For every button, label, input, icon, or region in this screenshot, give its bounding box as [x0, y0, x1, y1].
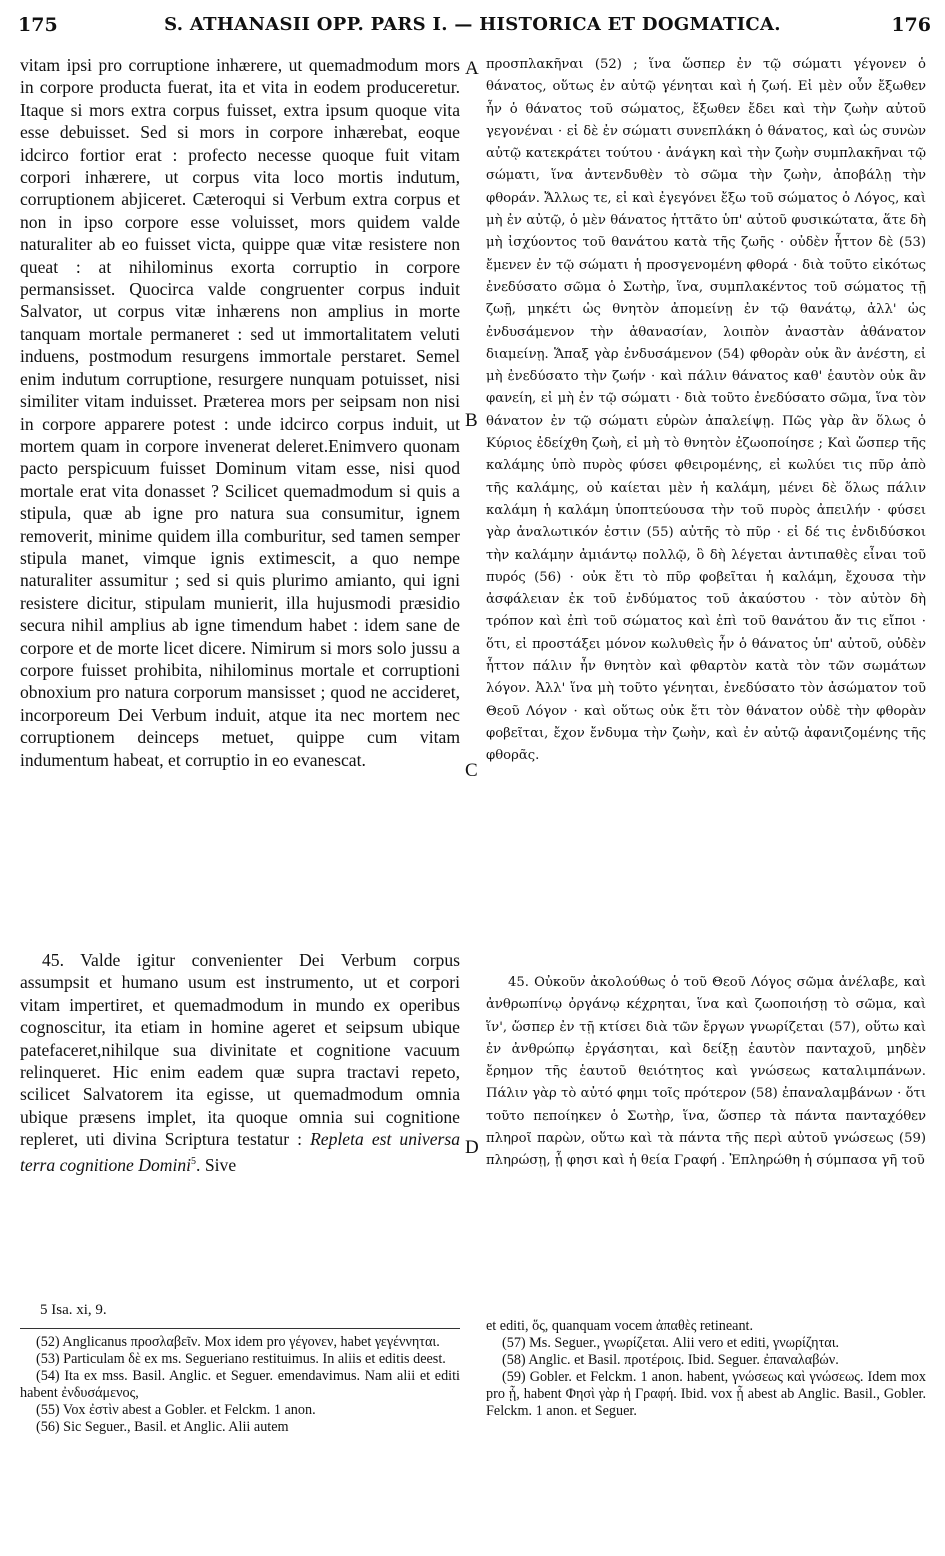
margin-letter-a: A	[465, 58, 479, 79]
running-header	[0, 14, 945, 42]
footnote-57: (57) Ms. Seguer., γνωρίζεται. Alii vero et editi, γνωρίζηται.	[502, 1335, 840, 1351]
footnote-rule-left	[20, 1328, 460, 1329]
footnote-56-continued: et editi, ὅς, quanquam vocem ἀπαθὲς retineant.	[486, 1318, 754, 1334]
scripture-quote: Repleta est universa terra cognitione Domini	[20, 1129, 460, 1175]
greek-text-top: προσπλακῆναι (52) ; ἵνα ὥσπερ ἐν τῷ σώματι γέγονεν ὁ θάνατος, οὕτως ἐν αὐτῷ γένηται καὶ ἡ ζωή. Εἰ μὲν οὖν ἔξωθεν ἦν ὁ θάνατος τοῦ σώματος, ἔξωθεν ἔδει καὶ τὴν ζωὴν αὐτοῦ γεγονέναι · εἰ δὲ ἐν σώματι συνεπλάκη ὁ θάνατος, καὶ ὡς συνὼν αὐτῷ κατεκράτει τούτου · ἀνάγκη καὶ τὴν ζωὴν συμπλακῆναι τῷ σώματι, ἵνα ἀντενδυθὲν τὸ σῶμα τὴν ζωὴν, ἀποβάλῃ τὴν φθοράν. Ἄλλως τε, εἰ καὶ ἐγεγόνει ἔξω τοῦ σώματος ὁ Λόγος, καὶ μὴ ἐν αὐτῷ, ὁ μὲν θάνατος ἡττᾶτο ὑπ' αὐτοῦ φυσικώτατα, ἅτε δὴ μὴ ἰσχύοντος τοῦ θανάτου κατὰ τῆς ζωῆς · οὐδὲν ἧττον δὲ (53) ἔμενεν ἐν τῷ σώματι ἡ προσγενομένη φθορά · διὰ τοῦτο εἰκότως ἐνεδύσατο σῶμα ὁ Σωτὴρ, ἵνα, συμπλακέντος τοῦ σώματος τῇ ζωῇ, μηκέτι ὡς θνητὸν ἀπομείνῃ ἐν τῷ θανάτῳ, ἀλλ' ὡς ἐνδυσάμενον τὴν ἀθανασίαν, λοιπὸν ἀναστὰν ἀθάνατον διαμείνῃ. Ἅπαξ γὰρ ἐνδυσάμενον (54) φθορὰν οὐκ ἂν ἀνέστη, εἰ μὴ ἐνεδύσατο τὴν ζωήν · καὶ πάλιν θάνατος καθ' ἑαυτὸν οὐκ ἂν φανείη, εἰ μὴ ἐν τῷ σώματι · διὰ τοῦτο ἐνεδύσατο σῶμα, ἵνα τὸν θάνατον ἐν τῷ σώματι εὑρὼν ἀπαλείψῃ. Πῶς γὰρ ἂν ὅλως ὁ Κύριος ἐδείχθη ζωὴ, εἰ μὴ τὸ θνητὸν ἐζωοποίησε ; Καὶ ὥσπερ τῆς καλάμης ὑπὸ πυρὸς φύσει φθειρομένης, εἰ κωλύει τις πῦρ ἀπὸ τῆς καλάμης, οὐ καίεται μὲν ἡ καλάμη, μένει δὲ ὅλως πάλιν καλάμη ἡ καλάμη ὑποπτεύουσα τὴν τοῦ πυρὸς ἀπειλήν · φύσει γὰρ ἀναλωτικόν ἐστιν (55) αὐτῆς τὸ πῦρ · εἰ δέ τις ἐνδιδύσκοι τὴν καλάμην ἀμιάντῳ πολλῷ, ὃ δὴ λέγεται ἀντιπαθὲς εἶναι τοῦ πυρός (56) · οὐκ ἔτι τὸ πῦρ φοβεῖται ἡ καλάμη, ἔχουσα τὴν ἀσφάλειαν ἐκ τοῦ ἐνδύματος τοῦ ἀκαύστου · τὸν αὐτὸν δὴ τρόπον καὶ ἐπὶ τοῦ σώματος καὶ ἐπὶ τοῦ θανάτου ἄν τις εἴποι · ὅτι, εἰ προστάξει μόνον κωλυθεὶς ἦν ὁ θάνατος ὑπ' αὐτοῦ, οὐδὲν ἧττον πάλιν ἦν θνητὸν καὶ φθαρτὸν κατὰ τὸν τῶν σωμάτων λόγον. Ἀλλ' ἵνα μὴ τοῦτο γένηται, ἐνεδύσατο τὸν ἀσώματον τοῦ Θεοῦ Λόγον · καὶ οὕτως οὐκ ἔτι τὸν θάνατον οὐδὲ τὴν φθορὰν φοβεῖται, ἔχον ἔνδυμα τὴν ζωὴν, καὶ ἐν αὐτῷ ἀφανιζομένης τῆς φθορᾶς.	[486, 57, 926, 764]
page-number-right: 176	[891, 14, 931, 36]
running-title: S. ATHANASII OPP. PARS I. — HISTORICA ET DOGMATICA.	[164, 14, 781, 35]
footnote-52: (52) Anglicanus προσλαβεῖν. Mox idem pro γέγονεν, habet γεγέννηται.	[36, 1334, 440, 1350]
footnote-58: (58) Anglic. et Basil. προτέροις. Ibid. Seguer. ἐπαναλαβών.	[502, 1352, 839, 1368]
footnote-55: (55) Vox ἐστὶν abest a Gobler. et Felckm. 1 anon.	[36, 1402, 316, 1418]
footnote-54: (54) Ita ex mss. Basil. Anglic. et Seguer. emendavimus. Nam alii et editi habent ἐνδυσάμενος,	[20, 1368, 460, 1401]
footnote-56: (56) Sic Seguer., Basil. et Anglic. Alii autem	[36, 1419, 289, 1435]
footnotes-left	[20, 1334, 460, 1436]
footnote-53: (53) Particulam δὲ ex ms. Segueriano restituimus. In aliis et editis deest.	[36, 1351, 446, 1367]
greek-paragraph-45: 45. Οὐκοῦν ἀκολούθως ὁ τοῦ Θεοῦ Λόγος σῶμα ἀνέλαβε, καὶ ἀνθρωπίνῳ ὀργάνῳ κέχρηται, ἵνα καὶ ζωοποιήσῃ τὸ σῶμα, καὶ ἵν', ὥσπερ ἐν τῇ κτίσει διὰ τῶν ἔργων γνωρίζεται (57), οὕτω καὶ ἐν ἀνθρώπῳ ἐργάσηται, καὶ δείξῃ ἑαυτὸν πανταχοῦ, μηδὲν ἔρημον τῆς ἑαυτοῦ θειότητος καὶ γνώσεως καταλιμπάνων. Πάλιν γὰρ τὸ αὐτό φημι τοῖς πρότερον (58) ἐπαναλαμβάνων · ὅτι τοῦτο πεποίηκεν ὁ Σωτὴρ, ἵνα, ὥσπερ τὰ πάντα πανταχόθεν πληροῖ παρὼν, οὕτω καὶ τὰ πάντα τῆς περὶ αὐτοῦ γνώσεως (59) πληρώσῃ, ᾗ φησι καὶ ἡ θεία Γραφή . Ἐπληρώθη ἡ σύμπασα γῆ τοῦ	[486, 975, 926, 1169]
latin-section-45	[20, 949, 460, 1301]
latin-45-main: 45. Valde igitur convenienter Dei Verbum corpus assumpsit et humano usum est instrumento, ut et corpori vitam impertiret, et quemadmodum in mundo ex operibus cognoscitur, ita etiam in homine ageret et seipsum ubique patefaceret,nihilque sua divinitate et cognitione vacuum relinqueret. Hic enim eadem quæ supra tractavi repeto, scilicet Salvatorem ita egisse, ut quemadmodum omnia ubique præsens implet, ita quoque omnia sui cognitione repleret, uti divina Scriptura testatur :	[20, 950, 460, 1150]
latin-column-top	[20, 54, 460, 947]
greek-section-45	[486, 972, 926, 1292]
footnote-59: (59) Gobler. et Felckm. 1 anon. habent, γνώσεως καὶ γνώσεως. Idem mox pro ᾗ, habent Φησὶ γὰρ ἡ Γραφή. Ibid. vox ᾗ abest ab Anglic. Basil., Gobler. Felckm. 1 anon. et Seguer.	[486, 1369, 926, 1419]
margin-letter-b: B	[465, 410, 478, 431]
latin-text-top: vitam ipsi pro corruptione inhærere, ut quemadmodum mors in corpore producta fuerat, ita et vita in eodem produceretur. Itaque si mors extra corpus fuisset, extra ipsum quoque vita esse debuisset. Sed si mors in corpore inhærebat, eoque idcirco fortior erat : profecto necesse quoque fuit vitam corpori inhærere, ut corpus vita loco mortis indutum, corruptionem abjiceret. Cæteroqui si Verbum extra corpus et non in ipso corpore esse voluisset, mors quidem valde naturaliter ab eo fuisset victa, quippe quæ vitæ resistere non queat : at nihilominus exorta corruptio in corpore permansisset. Quocirca valde congruenter corpus induit Salvator, ut corpus vitæ inhærens non amplius in morte tanquam mortale permaneret : sed ut immortalitatem veluti induens, postmodum resurgens immortale perstaret. Semel enim indutum corruptione, resurgere nunquam potuisset, nisi similiter vitam induisset. Præterea mors per seipsam non nisi in corpore apparere potest : unde idcirco corpus induit, ut mortem quam in corpore invenerat deleret.Enimvero quonam pacto perspicuum fuisset Dominum vitam esse, nisi quod mortale erat vita donasset ? Scilicet quemadmodum si quis a stipula, quæ ab igne pro natura sua consumitur, ignem removerit, minime quidem illa comburitur, sed tamen semper stipula manet, vimque ignis extimescit, a quo nempe naturaliter assumitur ; sed si quis plurimo amianto, qui igni resistere dicitur, stipulam munierit, illa hujusmodi præsidio secura nihil amplius ab igne timendum habet : idem sane de corpore et de morte licet dicere. Nimirum si mors solo jussu a corpore fuisset prohibita, nihilominus mortale et corruptioni obnoxium pro natura corporum mansisset ; quod ne accideret, incorporeum Dei Verbum induit, atque ita nec mortem nec corruptionem deinceps metuet, quippe cum vitam indumentum habeat, et corruptio in eo evanescat.	[20, 55, 460, 770]
margin-letter-c: C	[465, 760, 478, 781]
scripture-reference-footnote: 5 Isa. xi, 9.	[40, 1302, 107, 1318]
margin-letter-d: D	[465, 1137, 479, 1158]
footnote-marker: 5	[191, 1155, 197, 1167]
greek-column-top	[486, 54, 926, 934]
footnotes-right	[486, 1318, 926, 1420]
latin-paragraph-45	[20, 949, 460, 1176]
page-number-left: 175	[18, 14, 58, 36]
latin-45-end: . Sive	[196, 1154, 237, 1175]
